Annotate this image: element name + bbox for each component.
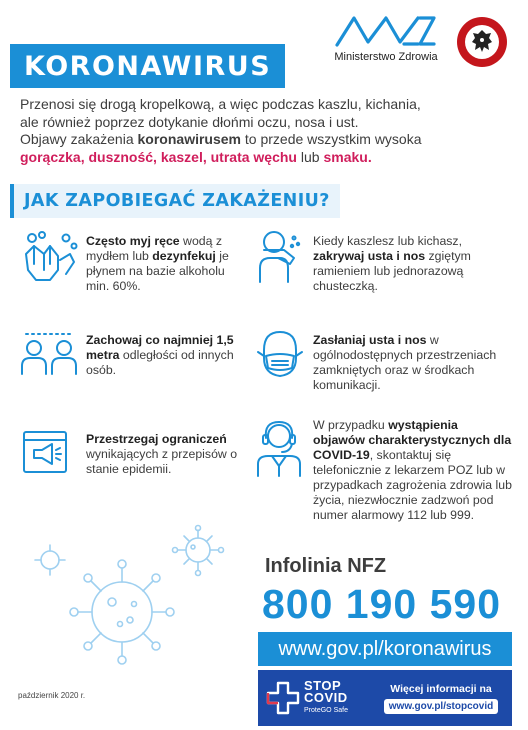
publication-date: październik 2020 r.	[18, 691, 86, 700]
section-title: JAK ZAPOBIEGAĆ ZAKAŻENIU?	[24, 191, 330, 211]
infoline-label: Infolinia NFZ	[265, 555, 387, 577]
social-distance-icon	[20, 328, 78, 378]
page-title: KORONAWIRUS	[24, 50, 272, 82]
coughing-person-icon	[254, 228, 302, 284]
stopcovid-logo	[258, 677, 370, 717]
intro-text	[20, 96, 512, 166]
tip-follow-rules: Przestrzegaj ograniczeń wynikających z przepisów o stanie epidemii.	[86, 432, 238, 476]
stopcovid-banner[interactable]	[258, 670, 512, 726]
ministry-name: Ministerstwo Zdrowia	[334, 51, 438, 63]
tip-cover-cough: Kiedy kaszlesz lub kichasz, zakrywaj usta i nos zgiętym ramieniem lub jednorazową chusteczką.	[313, 234, 471, 293]
stopcovid-cross-icon	[266, 681, 300, 715]
hand-washing-icon	[20, 230, 78, 286]
infoline-phone-number[interactable]: 800 190 590	[262, 581, 502, 627]
tip-keep-distance: Zachowaj co najmniej 1,5 metra odległości od innych osób.	[86, 333, 234, 377]
tip-cover-mouth-nose: Zasłaniaj usta i nos w ogólnodostępnych przestrzeniach zamkniętych oraz w środkach komunikacji.	[313, 333, 497, 392]
stopcovid-subtitle: ProteGO Safe	[304, 706, 348, 714]
stopcovid-word-covid: COVID	[304, 689, 348, 705]
stopcovid-word-stop: STOP	[304, 677, 342, 693]
website-banner[interactable]	[258, 632, 512, 666]
virus-decoration-icon	[30, 520, 230, 670]
intro-symptoms: gorączka, duszność, kaszel, utrata węchu lub smaku.	[20, 148, 372, 165]
ministry-logo	[330, 14, 442, 63]
header-logos	[330, 14, 508, 68]
website-link[interactable]: www.gov.pl/koronawirus	[278, 637, 492, 660]
stopcovid-more-info: Więcej informacji na	[390, 682, 492, 695]
intro-line-1: Przenosi się drogą kropelkową, a więc podczas kaszlu, kichania,	[20, 96, 421, 112]
tip-wash-hands: Często myj ręce wodą z mydłem lub dezynfekuj je płynem na bazie alkoholu min. 60%.	[86, 234, 229, 293]
stopcovid-info	[370, 683, 512, 714]
intro-line-2: ale również poprzez dotykanie dłońmi oczu, nosa i ust.	[20, 113, 359, 130]
gis-seal-icon	[456, 16, 508, 68]
intro-line-3: Objawy zakażenia koronawirusem to przede wszystkim wysoka	[20, 131, 422, 147]
announcement-board-icon	[20, 428, 70, 476]
face-mask-icon	[254, 328, 306, 384]
stopcovid-link[interactable]: www.gov.pl/stopcovid	[384, 699, 498, 714]
title-banner	[10, 44, 285, 88]
section-banner	[10, 184, 340, 218]
call-center-doctor-icon	[254, 418, 304, 478]
mz-logo-mark-icon	[334, 14, 438, 48]
tip-symptoms-contact: W przypadku wystąpienia objawów charakterystycznych dla COVID-19, skontaktuj się telefonicznie z lekarzem POZ lub w przypadkach zagrożenia zdrowia lub życia, niezwłocznie zadzwoń pod numer alarmowy 112 lub 999.	[313, 418, 512, 522]
